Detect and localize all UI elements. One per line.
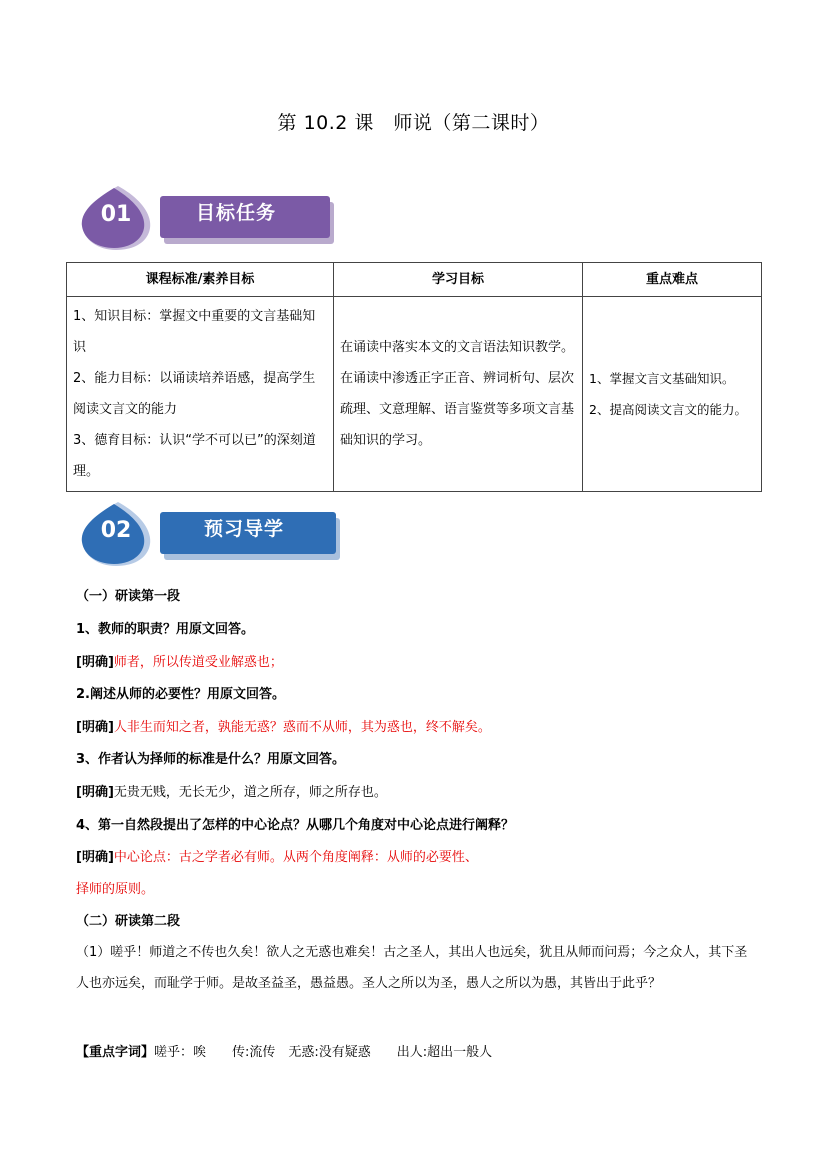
section-label: 目标任务 <box>196 202 277 224</box>
section-header-goals <box>76 184 346 250</box>
answer-2 <box>76 716 491 735</box>
keywords-text: 嗟乎：唉 传:流传 无惑:没有疑惑 出人:超出一般人 <box>154 1045 493 1060</box>
page-title: 第 10.2 课 师说（第二课时） <box>277 112 550 134</box>
goals-table <box>66 262 762 492</box>
table-cell-key-points <box>583 297 762 492</box>
question-4: 4、第一自然段提出了怎样的中心论点？从哪几个角度对中心论点进行阐释？ <box>76 818 515 833</box>
key-point-line: 2、提高阅读文言文的能力。 <box>589 402 747 417</box>
objectives-text: 在诵读中落实本文的文言语法知识教学。在诵读中渗透正字正音、辨词析句、层次疏理、文意理解、语言鉴赏等多项文言基础知识的学习。 <box>340 340 575 448</box>
key-point-line: 1、掌握文言文基础知识。 <box>589 371 735 386</box>
answer-text: 中心论点：古之学者必有师。从两个角度阐释：从师的必要性、 <box>113 850 478 865</box>
part2-heading: （二）研读第二段 <box>76 914 181 929</box>
part1-heading: （一）研读第一段 <box>76 589 181 604</box>
standards-line: 3、德育目标：认识“学不可以已”的深刻道理。 <box>73 433 316 479</box>
question-2: 2.阐述从师的必要性？用原文回答。 <box>76 687 285 702</box>
section-label: 预习导学 <box>204 518 285 540</box>
question-3: 3、作者认为择师的标准是什么？用原文回答。 <box>76 752 346 767</box>
answer-tag: [明确] <box>76 720 114 735</box>
answer-3 <box>76 781 387 800</box>
table-cell-objectives <box>334 297 583 492</box>
table-header: 课程标准/素养目标 <box>67 263 334 297</box>
answer-4-continued: 择师的原则。 <box>76 882 155 897</box>
passage-paragraph: （1）嗟乎！师道之不传也久矣！欲人之无惑也难矣！古之圣人，其出人也远矣，犹且从师而问焉；今之众人，其下圣人也亦远矣，而耻学于师。是故圣益圣，愚益愚。圣人之所以为圣，愚人之所以为愚，其皆出于此乎？ <box>76 945 748 991</box>
question-1: 1、教师的职责？用原文回答。 <box>76 622 255 637</box>
keywords-line <box>76 1041 492 1060</box>
standards-line: 1、知识目标：掌握文中重要的文言基础知识 <box>73 309 316 355</box>
standards-line: 2、能力目标：以诵读培养语感，提高学生阅读文言文的能力 <box>73 371 316 417</box>
section-header-preview <box>76 500 346 566</box>
table-header: 重点难点 <box>583 263 762 297</box>
answer-text: 无贵无贱，无长无少，道之所存，师之所存也。 <box>113 785 387 800</box>
section-number: 01 <box>100 202 132 227</box>
answer-4 <box>76 846 478 865</box>
answer-1 <box>76 651 283 670</box>
answer-text: 师者，所以传道受业解惑也； <box>113 655 283 670</box>
answer-tag: [明确] <box>76 785 114 800</box>
answer-tag: [明确] <box>76 850 114 865</box>
section-number: 02 <box>100 518 132 543</box>
answer-tag: [明确] <box>76 655 114 670</box>
table-cell-standards <box>67 297 334 492</box>
keywords-tag: 【重点字词】 <box>76 1045 155 1060</box>
table-header: 学习目标 <box>334 263 583 297</box>
answer-text: 人非生而知之者，孰能无惑？惑而不从师，其为惑也，终不解矣。 <box>113 720 491 735</box>
